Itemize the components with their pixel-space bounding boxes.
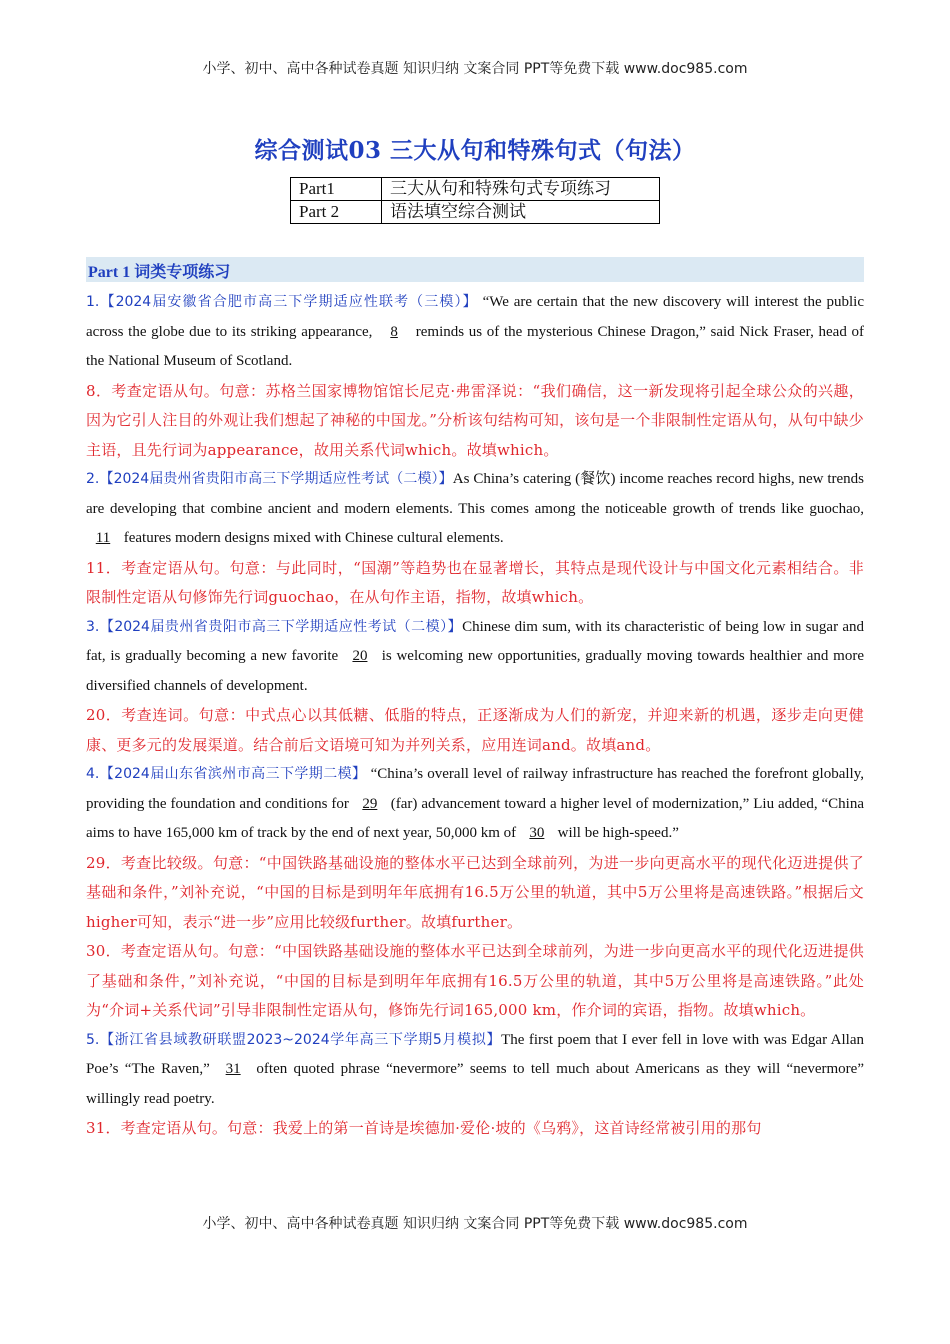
exercise-content	[86, 288, 864, 1144]
answer-31: 31．考查定语从句。句意：我爱上的第一首诗是埃德加·爱伦·坡的《乌鸦》，这首诗经常被引用的那句	[86, 1119, 762, 1137]
question-text: will be high-speed.”	[553, 825, 679, 841]
question-source: 【2024届山东省滨州市高三下学期二模】	[99, 766, 367, 782]
toc-desc-cell: 三大从句和特殊句式专项练习	[382, 178, 660, 201]
question-source: 【浙江省县域教研联盟2023~2024学年高三下学期5月模拟】	[99, 1031, 502, 1048]
blank-20: 20	[352, 648, 368, 664]
contents-table	[290, 177, 660, 224]
question-text: “We are certain that the new discovery will interest the public across the globe due to its striking appearance,	[86, 294, 864, 340]
toc-part-cell: Part1	[291, 178, 382, 201]
question-text: is welcoming new opportunities, gradually moving towards healthier and more diversified channels of development.	[86, 648, 864, 694]
question-source: 【2024届贵州省贵阳市高三下学期适应性考试（二模）】	[99, 618, 463, 635]
question-source: 【2024届安徽省合肥市高三下学期适应性联考（三模）】	[99, 294, 478, 310]
question-text: As China’s catering (餐饮) income reaches record highs, new trends are developing that combine ancient and modern elements. This comes among the noticeable growth of trends like guochao,	[86, 471, 864, 517]
blank-29: 29	[362, 795, 378, 812]
blank-30: 30	[529, 825, 545, 841]
question-source: 【2024届贵州省贵阳市高三下学期适应性考试（二模）】	[99, 471, 453, 487]
question-2	[86, 465, 864, 554]
question-number: 4.	[86, 766, 100, 782]
blank-8: 8	[390, 323, 398, 340]
page-footer: 小学、初中、高中各种试卷真题 知识归纳 文案合同 PPT等免费下载 www.doc985.com	[202, 1216, 748, 1232]
toc-part-cell: Part 2	[291, 201, 382, 224]
question-5	[86, 1026, 864, 1115]
question-number: 5.	[86, 1031, 100, 1048]
table-row	[291, 201, 660, 224]
table-row	[291, 178, 660, 201]
toc-desc-cell: 语法填空综合测试	[382, 201, 660, 224]
blank-31: 31	[225, 1061, 241, 1077]
answer-29: 29．考查比较级。句意：“中国铁路基础设施的整体水平已达到全球前列，为进一步向更高水平的现代化迈进提供了基础和条件，”刘补充说，“中国的目标是到明年年底拥有16.5万公里的轨道，其中5万公里将是高速铁路。”根据后文higher可知，表示“进一步”应用比较级further。故填further。	[86, 853, 864, 931]
question-number: 3.	[86, 618, 100, 635]
question-text: Chinese dim sum, with its characteristic of being low in sugar and fat, is gradually becoming a new favorite	[86, 618, 864, 664]
question-text: reminds us of the mysterious Chinese Dragon,” said Nick Fraser, head of the National Museum of Scotland.	[86, 323, 864, 369]
question-text: “China’s overall level of railway infrastructure has reached the forefront globally, providing the foundation and conditions for	[86, 766, 864, 812]
question-text: (far) advancement toward a higher level of modernization,” Liu added, “China aims to have 165,000 km of track by the end of next year, 50,000 km of	[86, 795, 864, 841]
blank-11: 11	[95, 530, 111, 546]
question-3	[86, 613, 864, 702]
section-heading-bar	[86, 257, 864, 282]
page-title: 综合测试03 三大从句和特殊句式（句法）	[254, 137, 696, 164]
question-text: features modern designs mixed with Chinese cultural elements.	[120, 530, 504, 546]
section-heading: Part 1 词类专项练习	[88, 264, 231, 281]
page-header: 小学、初中、高中各种试卷真题 知识归纳 文案合同 PPT等免费下载 www.doc985.com	[202, 61, 748, 77]
answer-8: 8．考查定语从句。句意：苏格兰国家博物馆馆长尼克·弗雷泽说：“我们确信，这一新发现将引起全球公众的兴趣，因为它引人注目的外观让我们想起了神秘的中国龙。”分析该句结构可知，该句是一个非限制性定语从句，从句中缺少主语，且先行词为appearance，故用关系代词which。故填which。	[86, 381, 864, 459]
answer-20: 20．考查连词。句意：中式点心以其低糖、低脂的特点，正逐渐成为人们的新宠，并迎来新的机遇，逐步走向更健康、更多元的发展渠道。结合前后文语境可知为并列关系，应用连词and。故填and。	[86, 706, 864, 754]
question-text: often quoted phrase “nevermore” seems to tell much about Americans as they will “nevermore” willingly read poetry.	[86, 1061, 864, 1107]
question-number: 1.	[86, 294, 100, 310]
answer-30: 30．考查定语从句。句意：“中国铁路基础设施的整体水平已达到全球前列，为进一步向更高水平的现代化迈进提供了基础和条件，”刘补充说，“中国的目标是到明年年底拥有16.5万公里的轨道，其中5万公里将是高速铁路。”此处为“介词+关系代词”引导非限制性定语从句，修饰先行词165,000 km，作介词的宾语，指物。故填which。	[86, 942, 864, 1019]
question-4	[86, 760, 864, 849]
question-1	[86, 288, 864, 377]
answer-11: 11．考查定语从句。句意：与此同时，“国潮”等趋势也在显著增长，其特点是现代设计与中国文化元素相结合。非限制性定语从句修饰先行词guochao，在从句作主语，指物，故填which。	[86, 558, 864, 606]
question-number: 2.	[86, 471, 100, 487]
question-text: The first poem that I ever fell in love with was Edgar Allan Poe’s “The Raven,”	[86, 1031, 864, 1077]
